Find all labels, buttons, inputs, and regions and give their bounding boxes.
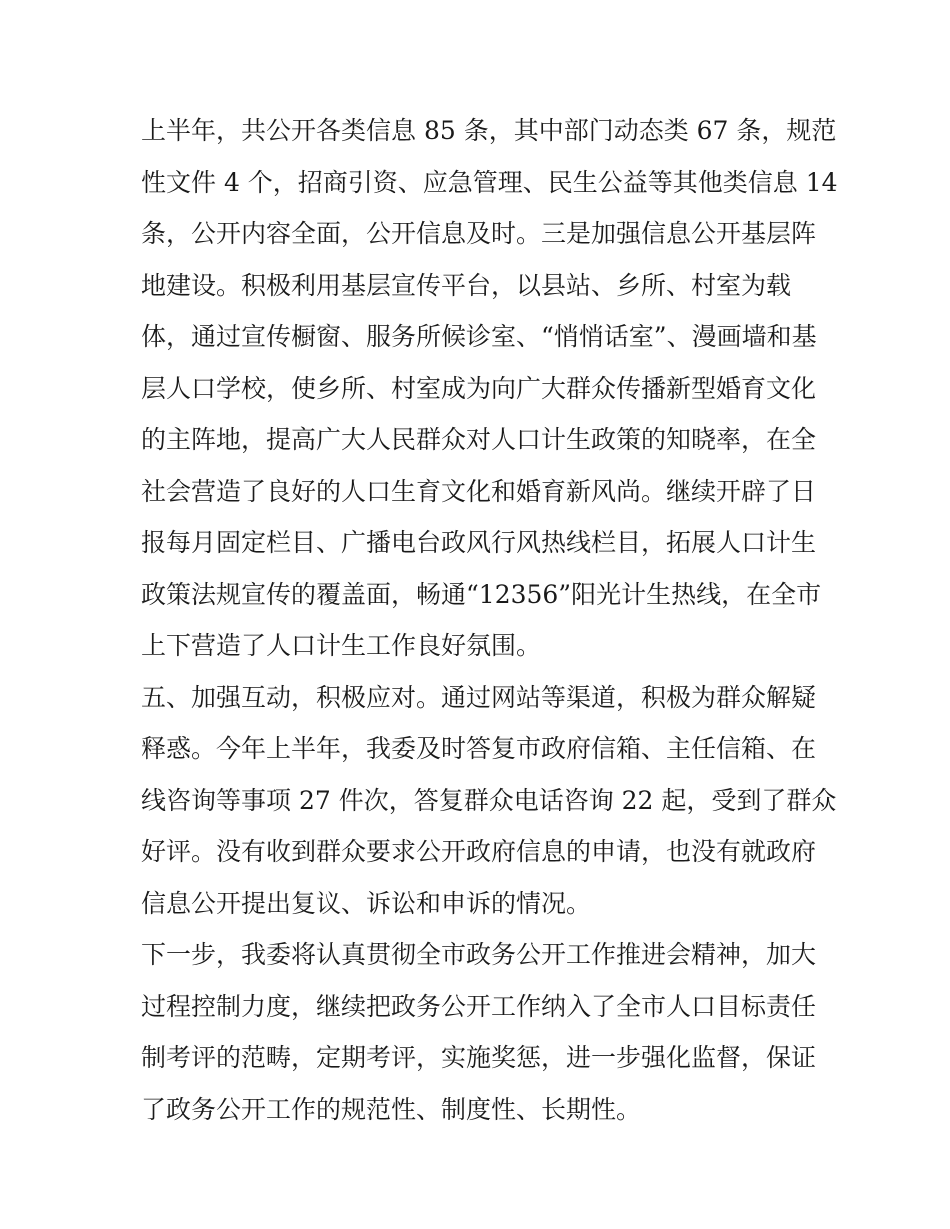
text-line: 报每月固定栏目、广播电台政风行风热线栏目，拓展人口计生	[141, 528, 817, 557]
text-line: 体，通过宣传橱窗、服务所候诊室、“悄悄话室”、漫画墙和基	[141, 322, 817, 351]
text-line: 了政务公开工作的规范性、制度性、长期性。	[141, 1094, 642, 1124]
text-line: 信息公开提出复议、诉讼和申诉的情况。	[141, 888, 592, 918]
text-line: 条，公开内容全面，公开信息及时。三是加强信息公开基层阵	[141, 219, 817, 248]
text-line: 政策法规宣传的覆盖面，畅通“12356”阳光计生热线，在全市	[141, 579, 822, 609]
text-line: 上下营造了人口计生工作良好氛围。	[141, 631, 542, 660]
text-line: 线咨询等事项 27 件次，答复群众电话咨询 22 起，受到了群众	[141, 785, 837, 815]
text-line: 性文件 4 个，招商引资、应急管理、民生公益等其他类信息 14	[141, 167, 838, 197]
text-line: 层人口学校，使乡所、村室成为向广大群众传播新型婚育文化	[141, 373, 817, 403]
text-line: 制考评的范畴，定期考评，实施奖惩，进一步强化监督，保证	[141, 1043, 817, 1072]
text-line: 下一步，我委将认真贯彻全市政务公开工作推进会精神，加大	[141, 940, 817, 969]
body-text	[141, 105, 838, 1135]
text-line: 社会营造了良好的人口生育文化和婚育新风尚。继续开辟了日	[141, 476, 817, 506]
text-line: 释惑。今年上半年，我委及时答复市政府信箱、主任信箱、在	[141, 734, 817, 763]
text-line: 五、加强互动，积极应对。通过网站等渠道，积极为群众解疑	[141, 682, 817, 712]
text-line: 过程控制力度，继续把政务公开工作纳入了全市人口目标责任	[141, 991, 817, 1021]
text-line: 上半年，共公开各类信息 85 条，其中部门动态类 67 条，规范	[141, 116, 837, 145]
text-line: 的主阵地，提高广大人民群众对人口计生政策的知晓率，在全	[141, 425, 817, 454]
text-line: 地建设。积极利用基层宣传平台，以县站、乡所、村室为载	[141, 270, 792, 300]
text-line: 好评。没有收到群众要求公开政府信息的申请，也没有就政府	[141, 837, 817, 866]
